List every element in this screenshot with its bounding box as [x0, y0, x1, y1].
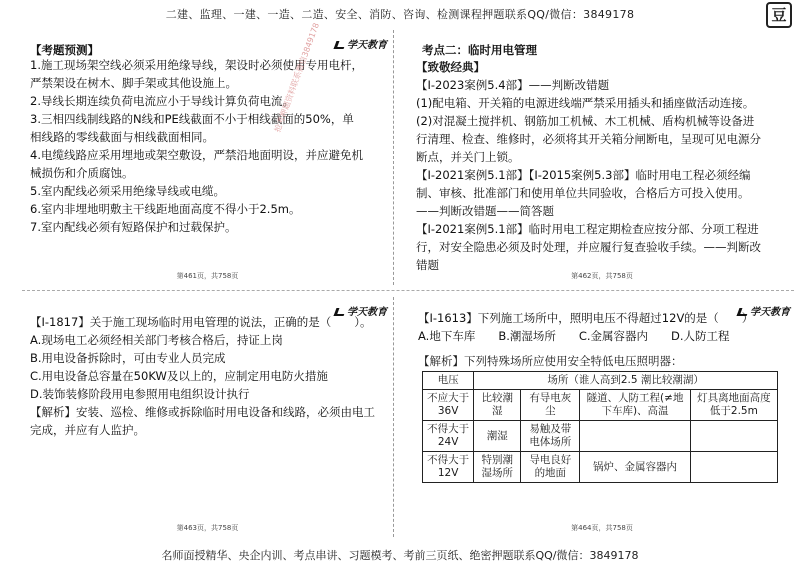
table-cell: 潮湿: [474, 421, 521, 452]
brand-text: 学天教育: [750, 307, 790, 318]
page-number: 第464页，共758页: [571, 524, 633, 532]
table-cell: 锅炉、金属容器内: [580, 452, 690, 483]
table-cell: 比较潮湿: [474, 390, 521, 421]
options: A.地下车库 B.潮湿场所 C.金属容器内 D.人防工程: [418, 329, 730, 343]
list-item: 6.室内非埋地明敷主干线距地面高度不得小于2.5m。: [30, 202, 301, 216]
slide-3: [22, 297, 394, 537]
slide-4-body: [418, 309, 788, 345]
option: A.现场电工必须经相关部门考核合格后，持证上岗: [30, 333, 283, 347]
table-head-cell: 场所（谁人高到2.5 潮比较潮湖）: [474, 372, 778, 390]
table-head-cell: 电压: [423, 372, 474, 390]
stamp-logo-icon: 豆: [766, 2, 792, 28]
slide-2-body: [416, 76, 761, 274]
analysis-intro: 【解析】下列特殊场所应使用安全特低电压照明器：: [418, 354, 683, 368]
header-banner: 二建、监理、一建、一造、二造、安全、消防、咨询、检测课程押题联系QQ/微信：3849178: [165, 8, 635, 21]
table-row: [423, 452, 778, 483]
page-number: 第461页，共758页: [176, 272, 239, 280]
list-item: 3.三相四线制线路的N线和PE线截面不小于相线截面的50%，单相线路的零线截面与相线截面相同。: [30, 112, 354, 144]
option: D.装饰装修阶段用电参照用电组织设计执行: [30, 387, 250, 401]
brand-logo: [335, 36, 387, 51]
list-item: 4.电缆线路应采用埋地或架空敷设，严禁沿地面明设，并应避免机械损伤和介质腐蚀。: [30, 148, 363, 180]
page-number: 第462页，共758页: [571, 272, 633, 280]
footer-banner: 名师面授精华、央企内训、考点串讲、习题模考、考前三页纸、绝密押题联系QQ/微信：3849178: [161, 549, 639, 562]
table-cell: 灯具离地面高度低于2.5m: [690, 390, 777, 421]
table-cell: 不得大于24V: [423, 421, 474, 452]
question: 【Ⅰ-1817】关于施工现场临时用电管理的说法，正确的是（ ）。: [30, 315, 372, 329]
table-row: [423, 390, 778, 421]
slide-1-list: [30, 56, 365, 236]
table-cell: [580, 421, 690, 452]
table-cell: 导电良好的地面: [521, 452, 580, 483]
analysis: 【解析】安装、巡检、维修或拆除临时用电设备和线路，必须由电工完成，并应有人监护。: [30, 405, 375, 437]
list-item: 7.室内配线必须有短路保护和过载保护。: [30, 220, 237, 234]
paragraph: (1)配电箱、开关箱的电源进线端严禁采用插头和插座做活动连接。: [416, 96, 755, 110]
table-cell: 隧道、人防工程(≠地下车库)、高温: [580, 390, 690, 421]
page-number: 第463页，共758页: [176, 524, 239, 532]
table-cell: 易触及带电体场所: [521, 421, 580, 452]
table-cell: 不应大于36V: [423, 390, 474, 421]
table-row: [423, 421, 778, 452]
table-cell: 有导电灰尘: [521, 390, 580, 421]
brand-text: 学天教育: [347, 40, 387, 51]
slide-4: [408, 297, 796, 537]
divider: [22, 290, 794, 291]
watermark: 抢考押题资料联系微信3849178: [272, 21, 321, 134]
table-cell: 特别潮湿场所: [474, 452, 521, 483]
voltage-table: [422, 371, 778, 483]
paragraph: 【Ⅰ-2021案例5.1部】临时用电工程定期检查应按分部、分项工程进行，对安全隐患必须及时处理，并应履行复查验收手续。——判断改错题: [416, 222, 761, 272]
option: C.用电设备总容量在50KW及以上的，应制定用电防火措施: [30, 369, 328, 383]
table-row: [423, 372, 778, 390]
table-cell: 不得大于12V: [423, 452, 474, 483]
slide-1: [22, 30, 394, 285]
option: B.用电设备拆除时，可由专业人员完成: [30, 351, 226, 365]
list-item: 2.导线长期连续负荷电流应小于导线计算负荷电流。: [30, 94, 294, 108]
paragraph: 【Ⅰ-2021案例5.1部】【Ⅰ-2015案例5.3部】临时用电工程必须经编制、审核、批准部门和使用单位共同验收，合格后方可投入使用。——判断改错题——简答题: [416, 168, 751, 218]
list-item: 1.施工现场架空线必须采用绝缘导线，架设时必须使用专用电杆，严禁架设在树木、脚手架或其他设施上。: [30, 58, 363, 90]
paragraph: (2)对混凝土搅拌机、钢筋加工机械、木工机械、盾构机械等设备进行清理、检查、维修时，必须将其开关箱分闸断电，呈现可见电源分断点，并关门上锁。: [416, 114, 761, 164]
slide-2: [408, 30, 796, 285]
brand-text: 学天教育: [347, 307, 387, 318]
table-cell: [690, 452, 777, 483]
list-item: 5.室内配线必须采用绝缘导线或电缆。: [30, 184, 225, 198]
slide-1-title: 【考题预测】: [30, 43, 99, 57]
brand-mark-icon: [334, 41, 347, 49]
slide-2-subtitle: 【致敬经典】: [416, 60, 485, 74]
question: 【Ⅰ-1613】下列施工场所中，照明电压不得超过12V的是（ ）: [418, 311, 754, 325]
paragraph: 【Ⅰ-2023案例5.4部】——判断改错题: [416, 78, 610, 92]
slide-3-body: [30, 313, 375, 403]
table-cell: [690, 421, 777, 452]
slide-2-title: 考点二：临时用电管理: [422, 43, 537, 57]
